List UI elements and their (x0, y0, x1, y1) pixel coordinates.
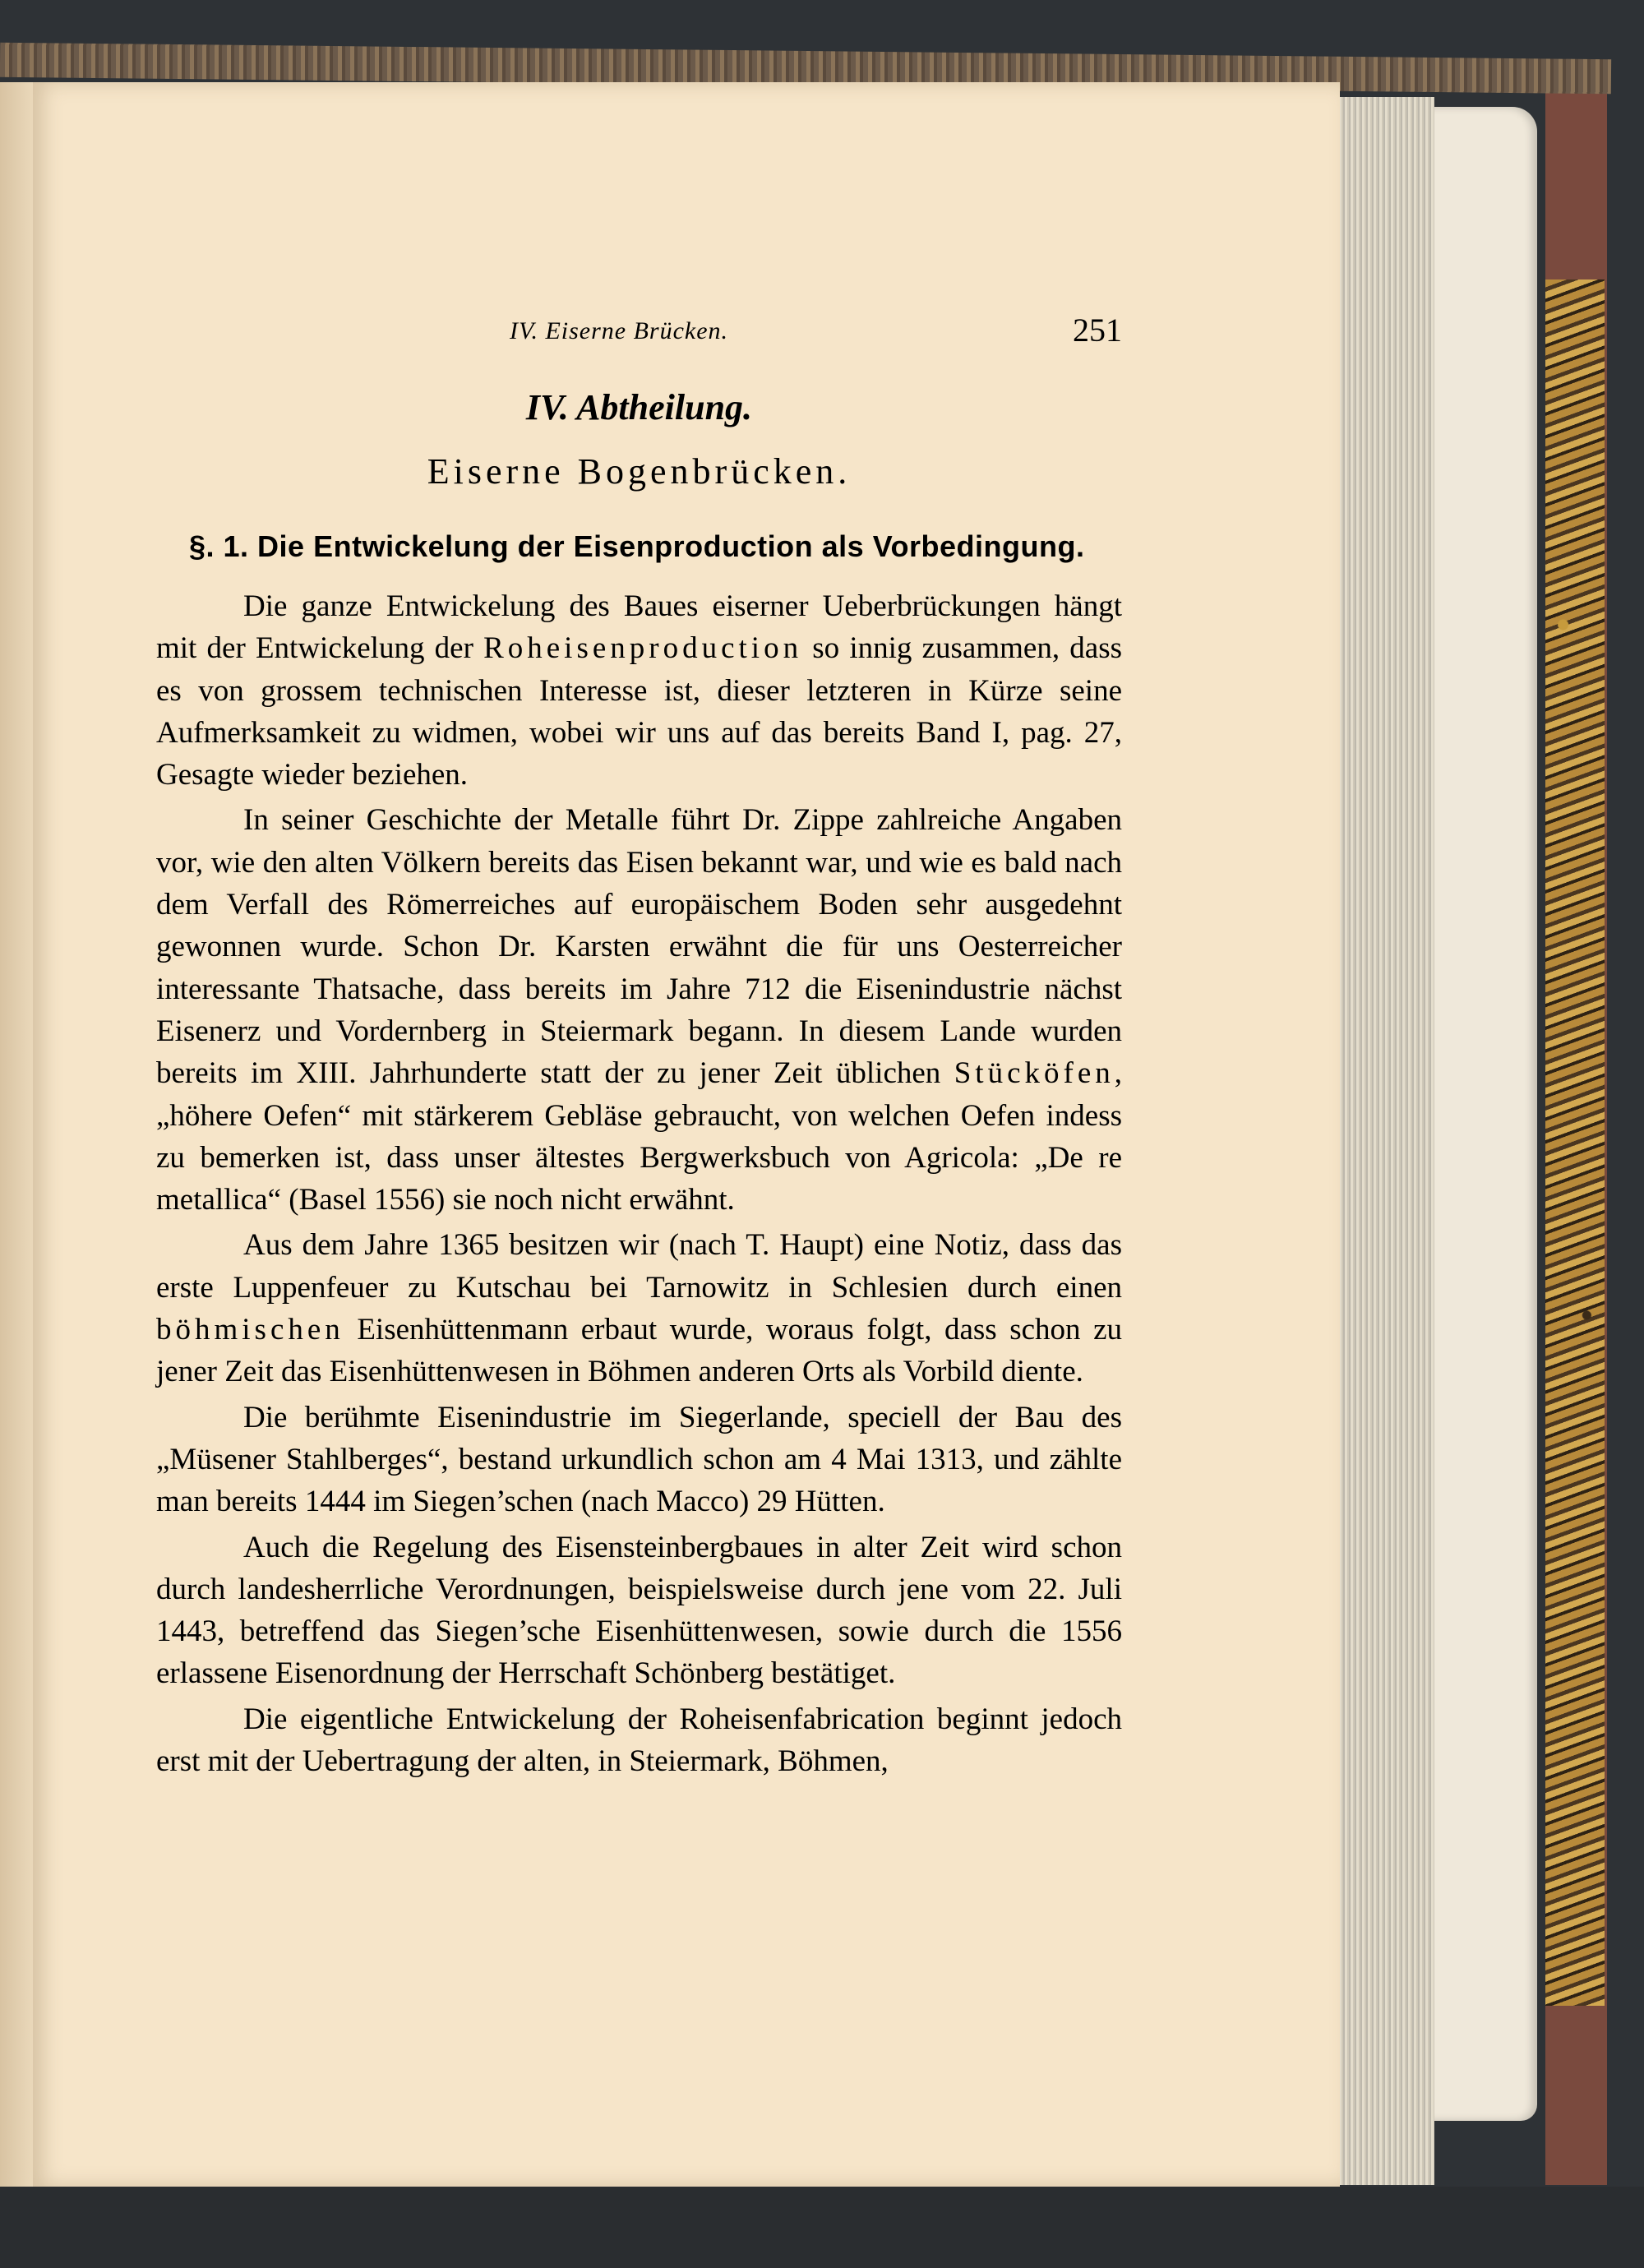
section-title: IV. Abtheilung. (525, 387, 753, 427)
spaced-emphasis: böhmischen (156, 1313, 344, 1347)
paragraph-5: Auch die Regelung des Eisensteinbergbaues in alter Zeit wird schon durch landesherrliche Verordnungen, beispielsweise durch jene vom 22. Juli 1443, betreffend das Siegen’sche Eisenhüttenwesen, sowie durch die 1556 erlassene Eisenordnung der Herrschaft Schönberg bestätiget. (156, 1530, 1122, 1691)
marbled-endpaper (1545, 279, 1605, 2006)
body-text (156, 585, 1122, 1785)
paragraph-1: Die ganze Entwickelung des Baues eiserner Ueberbrückungen hängt mit der Entwickelung der Roheisenproduction so innig zusammen, dass es von grossem technischen Interesse ist, dieser letzteren in Kürze seine Aufmerksamkeit zu widmen, wobei wir uns auf das bereits Band I, pag. 27, Gesagte wieder beziehen. (156, 589, 1122, 792)
background-bottom (0, 2187, 1644, 2268)
running-head (156, 311, 1122, 352)
paragraph-2: In seiner Geschichte der Metalle führt Dr. Zippe zahlreiche Angaben vor, wie den alten Völkern bereits das Eisen bekannt war, und wie es bald nach dem Verfall des Römerreiches auf europäischem Boden sehr ausgedehnt gewonnen wurde. Schon Dr. Karsten erwähnt die für uns Oesterreicher interessante Thatsache, dass bereits im Jahre 712 die Eisenindustrie nächst Eisenerz und Vordernberg in Steiermark begann. In diesem Lande wurden bereits im XIII. Jahrhunderte statt der zu jener Zeit üblichen Stücköfen, „höhere Oefen“ mit stärkerem Gebläse gebraucht, von welchen Oefen indess zu bemerken ist, dass unser ältestes Bergwerksbuch von Agricola: „De re metallica“ (Basel 1556) sie noch nicht erwähnt. (156, 803, 1122, 1217)
endpaper-leaf (1430, 107, 1537, 2121)
page-number: 251 (1073, 312, 1122, 349)
paragraph-4: Die berühmte Eisenindustrie im Siegerlande, speciell der Bau des „Müsener Stahlberges“, bestand urkundlich schon am 4 Mai 1313, und zählte man bereits 1444 im Siegen’schen (nach Macco) 29 Hütten. (156, 1400, 1122, 1519)
paragraph-6: Die eigentliche Entwickelung der Roheisenfabrication beginnt jedoch erst mit der Uebertragung der alten, in Steiermark, Böhmen, (156, 1702, 1122, 1779)
spaced-emphasis: Roheisenproduction (483, 631, 803, 666)
page-stack-edge (1332, 97, 1434, 2185)
left-page-edge (0, 82, 33, 2187)
spaced-emphasis: Stücköfen (954, 1056, 1115, 1091)
running-title: IV. Eiserne Brücken. (510, 317, 729, 344)
paragraph-3: Aus dem Jahre 1365 besitzen wir (nach T. Haupt) eine Notiz, dass das erste Luppenfeuer zu Kutschau bei Tarnowitz in Schlesien durch einen böhmischen Eisenhüttenmann erbaut wurde, woraus folgt, dass schon zu jener Zeit das Eisenhüttenwesen in Böhmen anderen Orts als Vorbild diente. (156, 1228, 1122, 1389)
chapter-subtitle: Eiserne Bogenbrücken. (427, 451, 852, 492)
paragraph-heading: §. 1. Die Entwickelung der Eisenproduction als Vorbedingung. (189, 529, 1085, 563)
